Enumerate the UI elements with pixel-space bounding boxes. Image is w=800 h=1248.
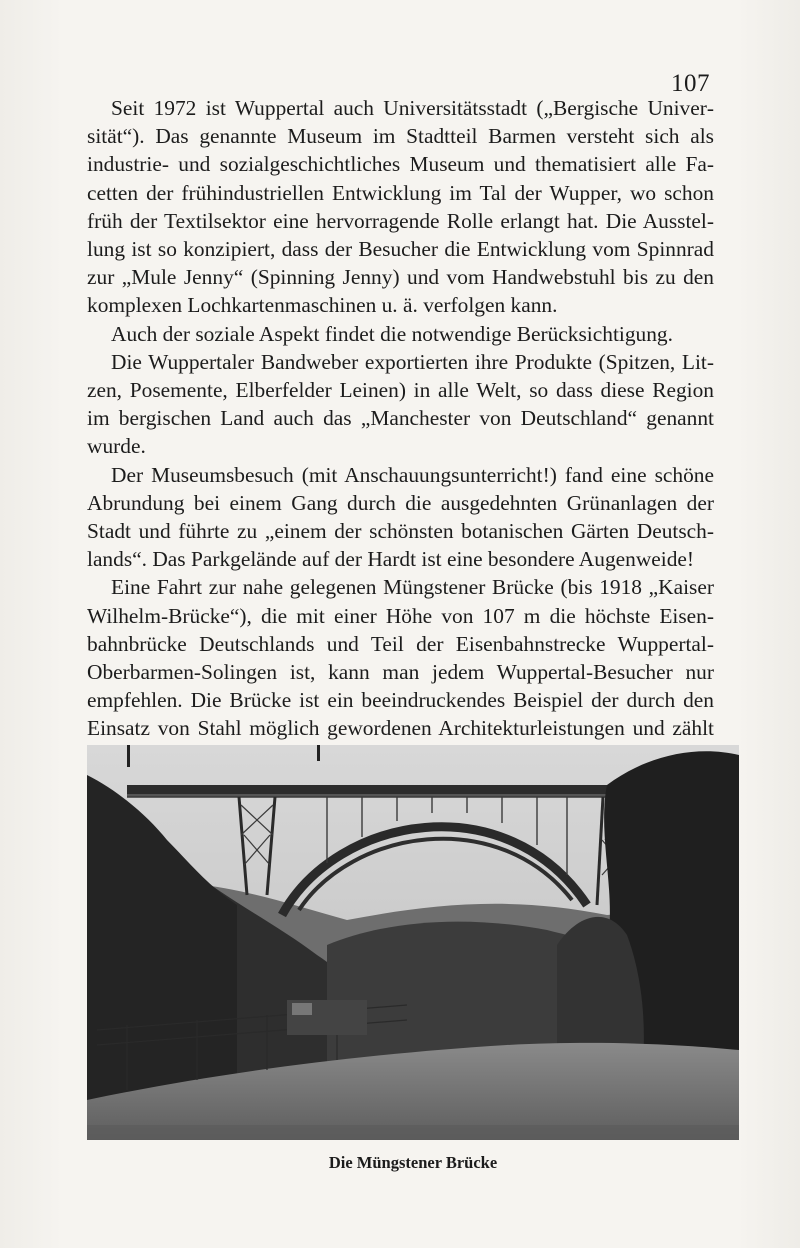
- paragraph-sozialer-aspekt: Auch der soziale Aspekt findet die notwendige Berücksichtigung.: [111, 321, 673, 346]
- figure-caption: Die Müngstener Brücke: [328, 1153, 498, 1172]
- paragraph-universitaet: Seit 1972 ist Wuppertal auch Universitätsstadt („Bergische Universität“). Das genannte Museum im Stadtteil Barmen versteht sich als industrie- und sozialgeschichtliches Museum und thematisiert alle Facetten der frühindustriellen Entwicklung im Tal der Wupper, wo schon früh der Textilsektor eine hervorragende Rolle erlangt hat. Die Ausstellung ist so konzipiert, dass der Besucher die Entwicklung vom Spinnrad zur „Mule Jenny“ (Spinning Jenny) und vom Handwebstuhl bis zu den komplexen Lochkartenmaschinen u. ä. verfolgen kann.: [87, 96, 714, 318]
- paragraph-museumsbesuch: Der Museumsbesuch (mit Anschauungsunterricht!) fand eine schöne Abrundung bei einem Gang durch die ausgedehnten Grünanlagen der Stadt und führte zu „einem der schönsten botanischen Gärten Deutschlands“. Das Parkgelände auf der Hardt ist eine besondere Augenweide!: [87, 462, 714, 572]
- page-number: 107: [671, 70, 710, 97]
- bridge-photo: [87, 745, 739, 1140]
- paragraph-bandweber: Die Wuppertaler Bandweber exportierten ihre Produkte (Spitzen, Litzen, Posemente, Elberfelder Leinen) in alle Welt, so dass diese Region im bergischen Land auch das „Manchester von Deutschland“ genannt wurde.: [87, 349, 714, 459]
- body-text: [87, 94, 714, 771]
- paragraph-muengstener-bruecke: Eine Fahrt zur nahe gelegenen Müngstener Brücke (bis 1918 „Kaiser Wilhelm-Brücke“), die mit einer Höhe von 107 m die höchste Eisenbahnbrücke Deutschlands und Teil der Eisenbahnstrecke Wuppertal-Oberbarmen-Solingen ist, kann man jedem Wuppertal-Besucher nur empfehlen. Die Brücke ist ein beeindruckendes Beispiel der durch den Einsatz von Stahl möglich gewordenen Architekturleistungen und zählt: [87, 575, 714, 741]
- bridge-photo-illustration: [87, 745, 739, 1140]
